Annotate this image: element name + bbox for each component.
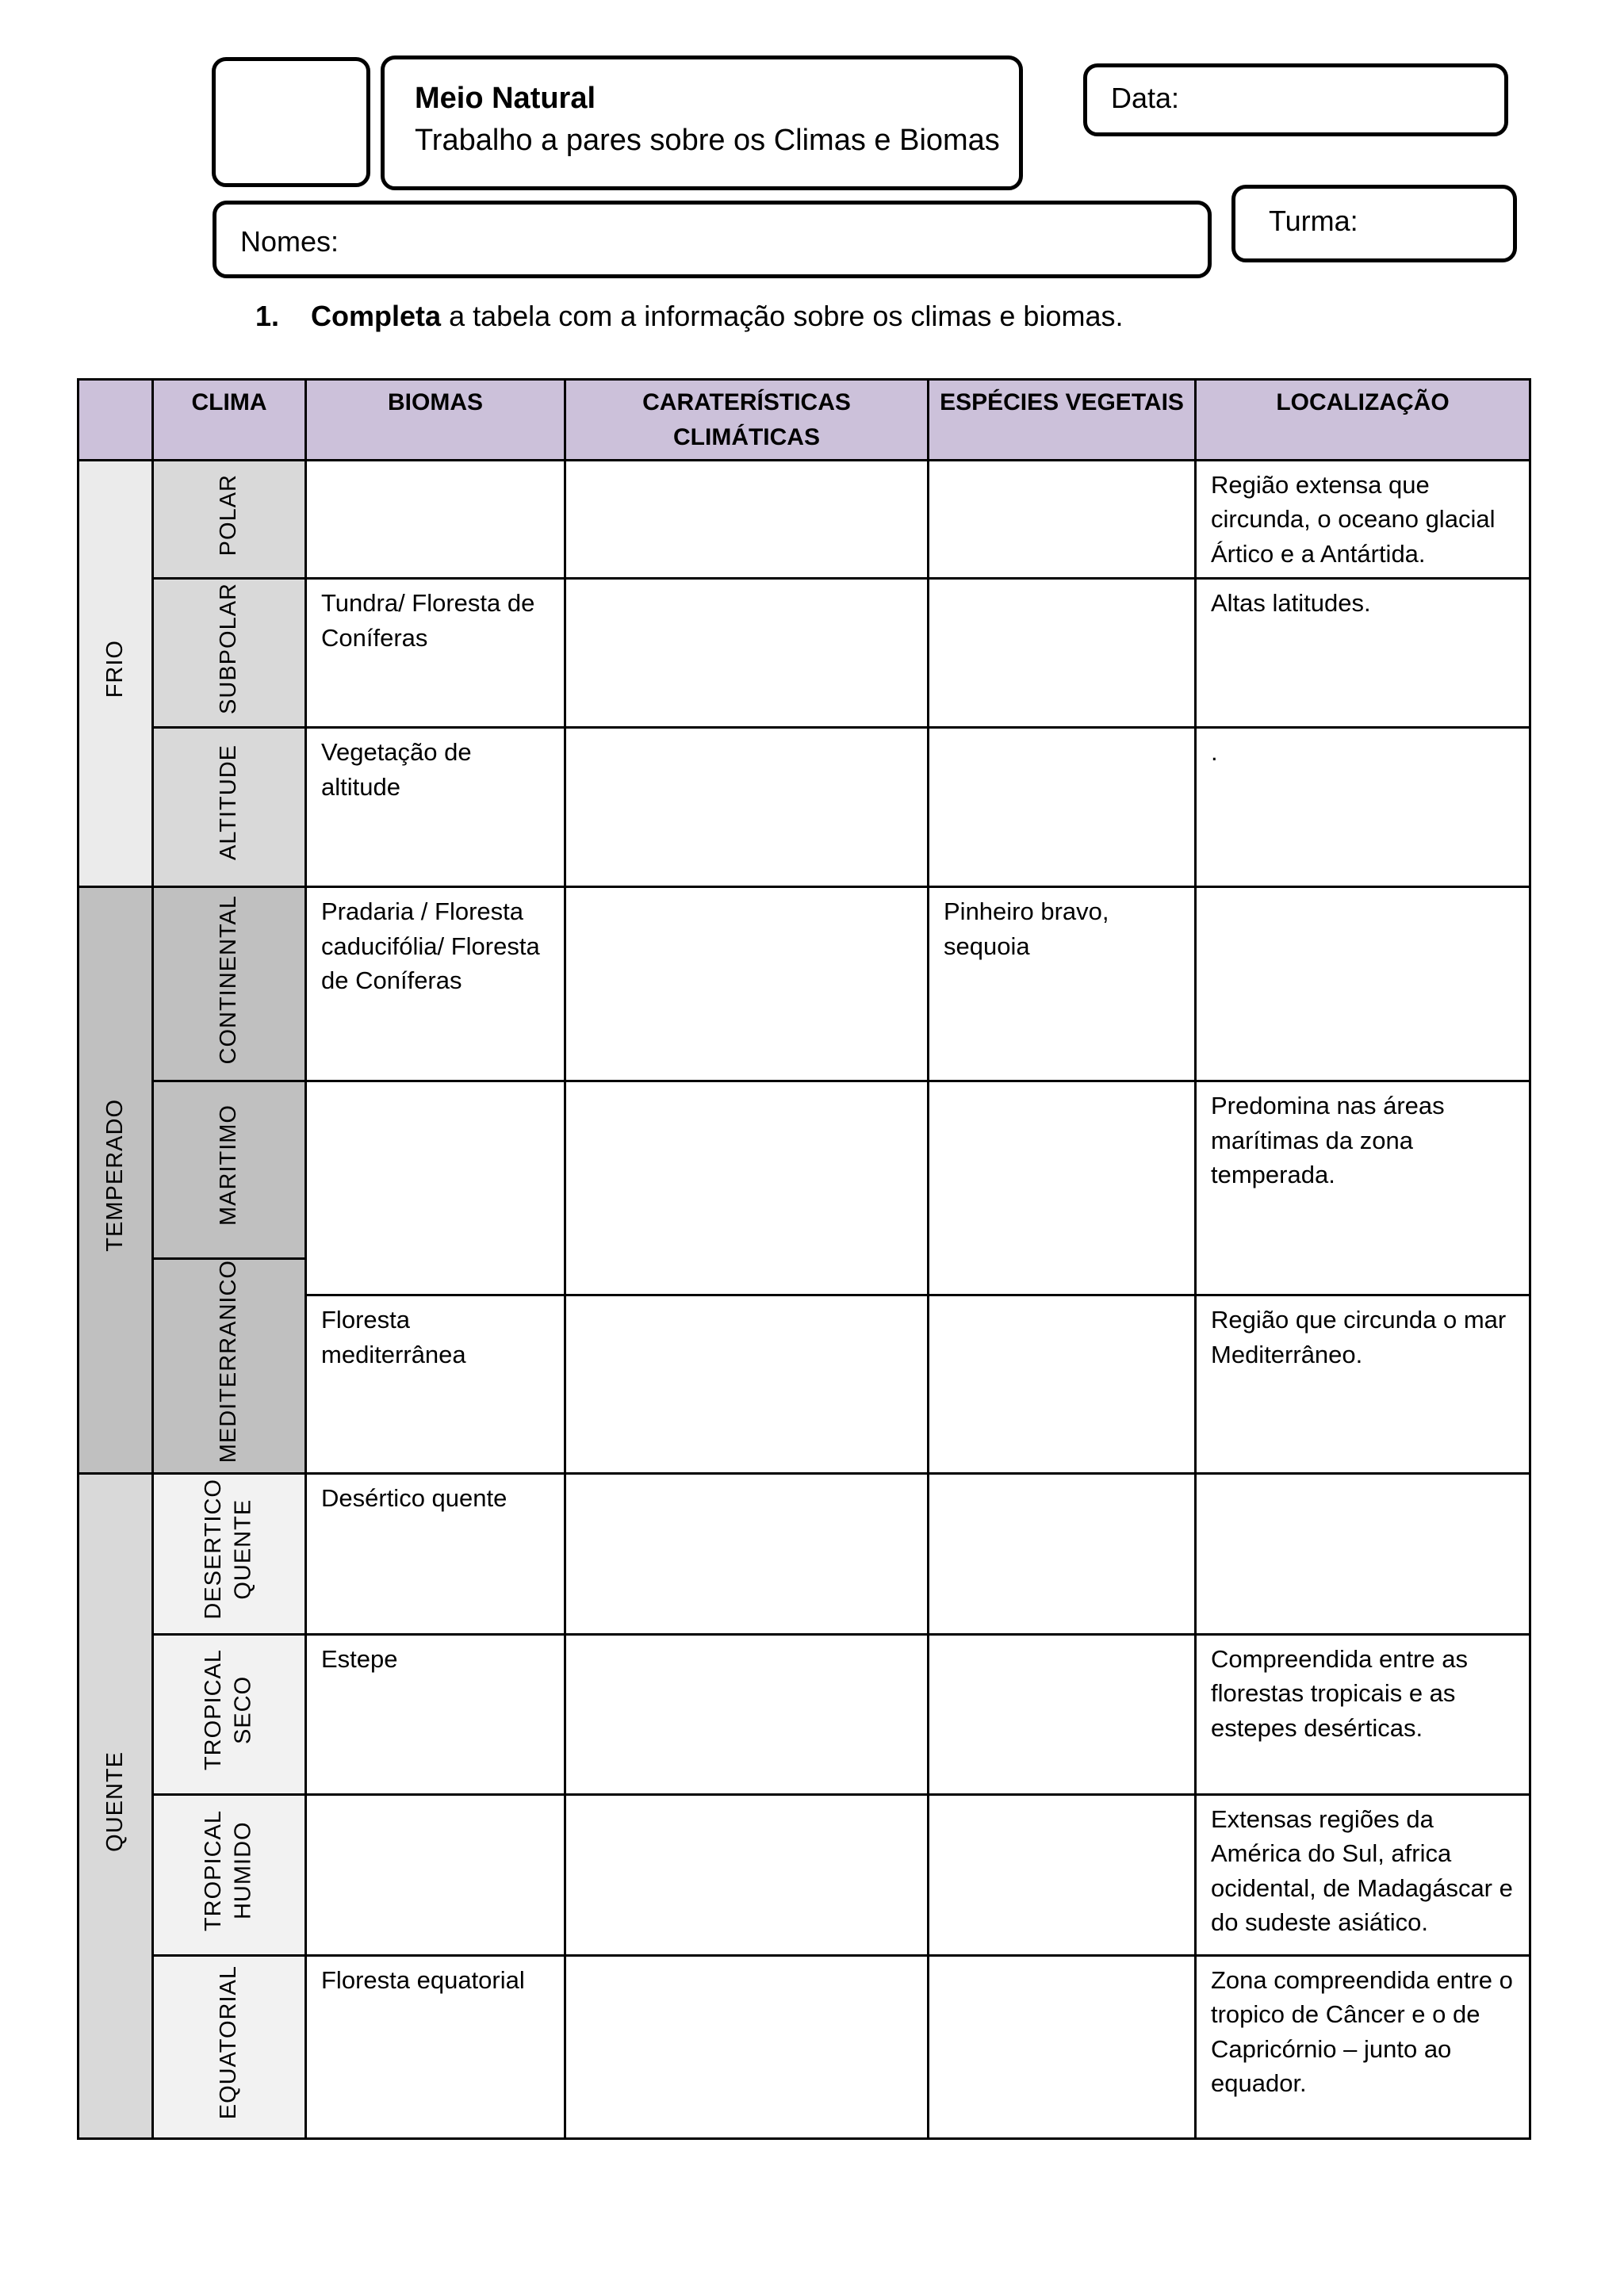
header-caracteristicas [565,380,929,461]
table-row [79,1794,1530,1955]
clima-maritimo [153,1081,306,1259]
clima-desertico [153,1473,306,1634]
header-biomas: BIOMAS [306,380,565,461]
caracteristicas-altitude[interactable] [565,728,929,887]
header-localizacao: LOCALIZAÇÃO [1196,380,1530,461]
biomas-desertico[interactable]: Desértico quente [306,1473,565,1634]
clima-continental [153,887,306,1081]
localizacao-polar[interactable]: Região extensa que circunda, o oceano glacial Ártico e a Antártida. [1196,461,1530,579]
clima-equatorial [153,1955,306,2138]
clima-tropical-seco [153,1634,306,1794]
caracteristicas-tropical-seco[interactable] [565,1634,929,1794]
group-frio-label: FRIO [102,640,128,698]
header-caracteristicas-line1: CARATERÍSTICAS [642,389,851,415]
table-header-row [79,380,1530,461]
date-label: Data: [1111,82,1180,114]
group-quente-label: QUENTE [102,1751,128,1852]
localizacao-altitude[interactable]: . [1196,728,1530,887]
biomas-continental[interactable]: Pradaria / Floresta caducifólia/ Floresta de Coníferas [306,887,565,1081]
clima-tropical-seco-line1: TROPICAL [201,1649,227,1771]
clima-tropical-humido-label [199,1810,259,1931]
especies-altitude[interactable] [929,728,1196,887]
localizacao-continental[interactable] [1196,887,1530,1081]
caracteristicas-continental[interactable] [565,887,929,1081]
title-box [381,55,1023,190]
table-row [79,1955,1530,2138]
class-field[interactable] [1231,185,1517,262]
especies-tropical-seco[interactable] [929,1634,1196,1794]
climate-biome-table [77,378,1531,2140]
class-label: Turma: [1269,205,1358,237]
caracteristicas-mediterranico[interactable] [565,1295,929,1473]
localizacao-subpolar[interactable]: Altas latitudes. [1196,579,1530,728]
localizacao-maritimo[interactable]: Predomina nas áreas marítimas da zona temperada. [1196,1081,1530,1295]
especies-desertico[interactable] [929,1473,1196,1634]
caracteristicas-maritimo[interactable] [565,1081,929,1295]
names-field[interactable] [213,201,1212,278]
header-especies: ESPÉCIES VEGETAIS [929,380,1196,461]
clima-subpolar-label: SUBPOLAR [216,583,242,714]
biomas-tropical-humido[interactable] [306,1794,565,1955]
caracteristicas-desertico[interactable] [565,1473,929,1634]
clima-tropical-humido-line1: TROPICAL [201,1809,227,1931]
biomas-maritimo[interactable] [306,1081,565,1295]
instruction-text: a tabela com a informação sobre os climas e biomas. [441,300,1124,332]
instruction-number: 1. [255,300,280,332]
table-row [79,461,1530,579]
clima-tropical-humido-line2: HUMIDO [231,1821,256,1919]
table-row [79,1634,1530,1794]
table-row [79,1081,1530,1259]
clima-tropical-seco-label [199,1649,259,1770]
clima-tropical-humido [153,1794,306,1955]
header-clima: CLIMA [153,380,306,461]
group-temperado-label: TEMPERADO [102,1099,128,1253]
group-quente [79,1473,153,2138]
especies-subpolar[interactable] [929,579,1196,728]
date-field[interactable] [1083,63,1508,136]
especies-polar[interactable] [929,461,1196,579]
group-temperado [79,887,153,1474]
clima-equatorial-label: EQUATORIAL [216,1965,242,2120]
clima-desertico-line2: QUENTE [231,1498,256,1600]
clima-continental-label: CONTINENTAL [216,894,242,1065]
biomas-altitude[interactable]: Vegetação de altitude [306,728,565,887]
instruction [255,300,1123,333]
clima-mediterranico [153,1259,306,1474]
biomas-mediterranico[interactable]: Floresta mediterrânea [306,1295,565,1473]
header-caracteristicas-line2: CLIMÁTICAS [673,423,820,450]
clima-polar-label: POLAR [216,473,242,557]
clima-tropical-seco-line2: SECO [231,1675,256,1744]
especies-mediterranico[interactable] [929,1295,1196,1473]
logo-box [212,57,370,187]
clima-desertico-line1: DESERTICO [201,1479,227,1620]
especies-maritimo[interactable] [929,1081,1196,1295]
biomas-equatorial[interactable]: Floresta equatorial [306,1955,565,2138]
biomas-polar[interactable] [306,461,565,579]
clima-altitude [153,728,306,887]
table-row [79,728,1530,887]
clima-subpolar [153,579,306,728]
clima-altitude-label: ALTITUDE [216,744,242,861]
clima-mediterranico-label: MEDITERRANICO [216,1260,242,1464]
caracteristicas-tropical-humido[interactable] [565,1794,929,1955]
caracteristicas-subpolar[interactable] [565,579,929,728]
especies-continental[interactable]: Pinheiro bravo, sequoia [929,887,1196,1081]
clima-maritimo-label: MARITIMO [216,1104,242,1226]
table-row [79,1473,1530,1634]
localizacao-desertico[interactable] [1196,1473,1530,1634]
clima-polar [153,461,306,579]
table-row [79,887,1530,1081]
names-label: Nomes: [240,225,339,258]
localizacao-equatorial[interactable]: Zona compreendida entre o tropico de Câncer e o de Capricórnio – junto ao equador. [1196,1955,1530,2138]
caracteristicas-equatorial[interactable] [565,1955,929,2138]
header-empty-cell [79,380,153,461]
clima-desertico-label [199,1479,259,1620]
localizacao-mediterranico[interactable]: Região que circunda o mar Mediterrâneo. [1196,1295,1530,1473]
biomas-subpolar[interactable]: Tundra/ Floresta de Coníferas [306,579,565,728]
worksheet-subtitle: Trabalho a pares sobre os Climas e Biomas [415,124,1000,157]
group-frio [79,461,153,887]
instruction-verb: Completa [311,300,442,332]
localizacao-tropical-humido[interactable]: Extensas regiões da América do Sul, africa ocidental, de Madagáscar e do sudeste asiático. [1196,1794,1530,1955]
localizacao-tropical-seco[interactable]: Compreendida entre as florestas tropicais e as estepes desérticas. [1196,1634,1530,1794]
table-row [79,579,1530,728]
worksheet-title: Meio Natural [415,82,596,115]
especies-equatorial[interactable] [929,1955,1196,2138]
caracteristicas-polar[interactable] [565,461,929,579]
biomas-tropical-seco[interactable]: Estepe [306,1634,565,1794]
especies-tropical-humido[interactable] [929,1794,1196,1955]
